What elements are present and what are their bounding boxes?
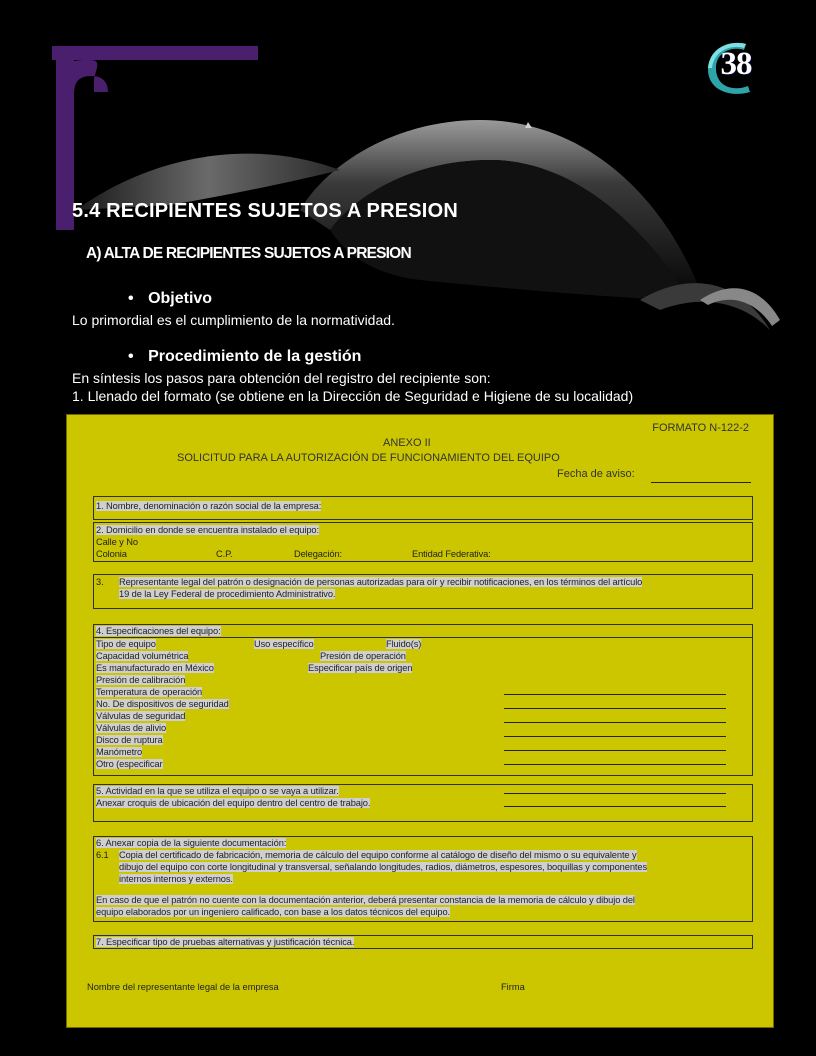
- section-3-line-2: 19 de la Ley Federal de procedimiento Administrativo.: [119, 589, 336, 599]
- form-n-122-2: [66, 414, 774, 1028]
- page-number-badge: [702, 38, 758, 98]
- delegacion-label: Delegación:: [294, 549, 342, 559]
- valvulas-seguridad-field[interactable]: [504, 722, 726, 723]
- dispositivos-field[interactable]: [504, 708, 726, 709]
- colonia-label: Colonia: [96, 549, 127, 559]
- valvulas-seguridad-label: Válvulas de seguridad: [96, 711, 186, 721]
- manometro-field[interactable]: [504, 764, 726, 765]
- section-6-1-line-2: dibujo del equipo con corte longitudinal y transversal, señalando longitudes, radios, diámetros, espesores, boquillas y componentes: [119, 862, 648, 872]
- calibracion-label: Presión de calibración: [96, 675, 186, 685]
- calle-label: Calle y No: [96, 537, 138, 547]
- section-4-label: 4. Especificaciones del equipo:: [96, 626, 221, 636]
- section-7-box[interactable]: [93, 935, 753, 949]
- section-4-box[interactable]: [93, 624, 753, 776]
- section-6-label: 6. Anexar copia de la siguiente documentación:: [96, 838, 287, 848]
- capacidad-label: Capacidad volumétrica: [96, 651, 189, 661]
- disco-ruptura-label: Disco de ruptura: [96, 735, 163, 745]
- disco-ruptura-field[interactable]: [504, 750, 726, 751]
- procedimiento-text-2: 1. Llenado del formato (se obtiene en la Dirección de Seguridad e Higiene de su localidad): [72, 388, 634, 404]
- tipo-equipo-label: Tipo de equipo: [96, 639, 156, 649]
- procedimiento-heading: [128, 348, 361, 366]
- section-1-label: 1. Nombre, denominación o razón social de la empresa:: [96, 501, 322, 511]
- objetivo-heading: [128, 290, 212, 308]
- representante-signature-label: Nombre del representante legal de la empresa: [87, 982, 279, 992]
- bullet-icon: •: [128, 290, 134, 307]
- temperatura-label: Temperatura de operación: [96, 687, 203, 697]
- section-1-box[interactable]: [93, 496, 753, 520]
- section-5-box[interactable]: [93, 784, 753, 822]
- objetivo-text: Lo primordial es el cumplimiento de la normatividad.: [72, 312, 395, 328]
- section-3-line-1: Representante legal del patrón o designación de personas autorizadas para oír y recibir notificaciones, en los términos del artículo: [119, 577, 643, 587]
- section-6-1-line-3: internos internos y externos.: [119, 874, 233, 884]
- cp-label: C.P.: [216, 549, 233, 559]
- uso-especifico-label: Uso específico: [254, 639, 314, 649]
- objetivo-label: Objetivo: [148, 290, 213, 307]
- section-6-note-line-1: En caso de que el patrón no cuente con la documentación anterior, deberá presentar constancia de la memoria de cálculo y dibujo del: [96, 895, 635, 905]
- section-7-label: 7. Especificar tipo de pruebas alternativas y justificación técnica.: [96, 937, 355, 947]
- otro-label: Otro (especificar: [96, 759, 163, 769]
- pais-origen-label: Especificar país de origen: [308, 663, 413, 673]
- section-3-number: 3.: [96, 577, 104, 587]
- fluido-label: Fluido(s): [386, 639, 422, 649]
- section-subtitle: A) ALTA DE RECIPIENTES SUJETOS A PRESION: [86, 245, 411, 262]
- firma-label: Firma: [501, 982, 525, 992]
- croquis-field[interactable]: [504, 806, 726, 807]
- entidad-label: Entidad Federativa:: [412, 549, 491, 559]
- page-number: 38: [720, 46, 752, 82]
- manometro-label: Manómetro: [96, 747, 143, 757]
- section-2-label: 2. Domicilio en donde se encuentra instalado el equipo:: [96, 525, 319, 535]
- actividad-field[interactable]: [504, 793, 726, 794]
- fecha-aviso-field[interactable]: [651, 482, 751, 483]
- form-anexo: ANEXO II: [383, 437, 431, 449]
- section-title: 5.4 RECIPIENTES SUJETOS A PRESION: [72, 200, 458, 222]
- valvulas-alivio-label: Válvulas de alivio: [96, 723, 167, 733]
- section-6-note-line-2: equipo elaborados por un ingeniero calificado, con base a los datos técnicos del equipo.: [96, 907, 451, 917]
- valvulas-alivio-field[interactable]: [504, 736, 726, 737]
- dispositivos-label: No. De dispositivos de seguridad: [96, 699, 229, 709]
- form-solicitud-title: SOLICITUD PARA LA AUTORIZACIÓN DE FUNCIONAMIENTO DEL EQUIPO: [177, 452, 560, 464]
- procedimiento-text-1: En síntesis los pasos para obtención del registro del recipiente son:: [72, 370, 491, 386]
- section-5-line-1: 5. Actividad en la que se utiliza el equipo o se vaya a utilizar.: [96, 786, 339, 796]
- temperatura-field[interactable]: [504, 694, 726, 695]
- procedimiento-label: Procedimiento de la gestión: [148, 348, 362, 365]
- section-3-box[interactable]: [93, 574, 753, 609]
- section-6-box[interactable]: [93, 836, 753, 922]
- manufacturado-label: Es manufacturado en México: [96, 663, 214, 673]
- section-2-box[interactable]: [93, 522, 753, 562]
- section-6-1-line-1: Copia del certificado de fabricación, memoria de cálculo del equipo conforme al catálogo de diseño del mismo o su equivalente y: [119, 850, 637, 860]
- bullet-icon: •: [128, 348, 134, 365]
- section-5-line-2: Anexar croquis de ubicación del equipo dentro del centro de trabajo.: [96, 798, 371, 808]
- fecha-aviso-label: Fecha de aviso:: [557, 468, 635, 480]
- form-code: FORMATO N-122-2: [652, 422, 749, 434]
- presion-operacion-label: Presión de operación: [320, 651, 406, 661]
- section-6-1-number: 6.1: [96, 850, 109, 860]
